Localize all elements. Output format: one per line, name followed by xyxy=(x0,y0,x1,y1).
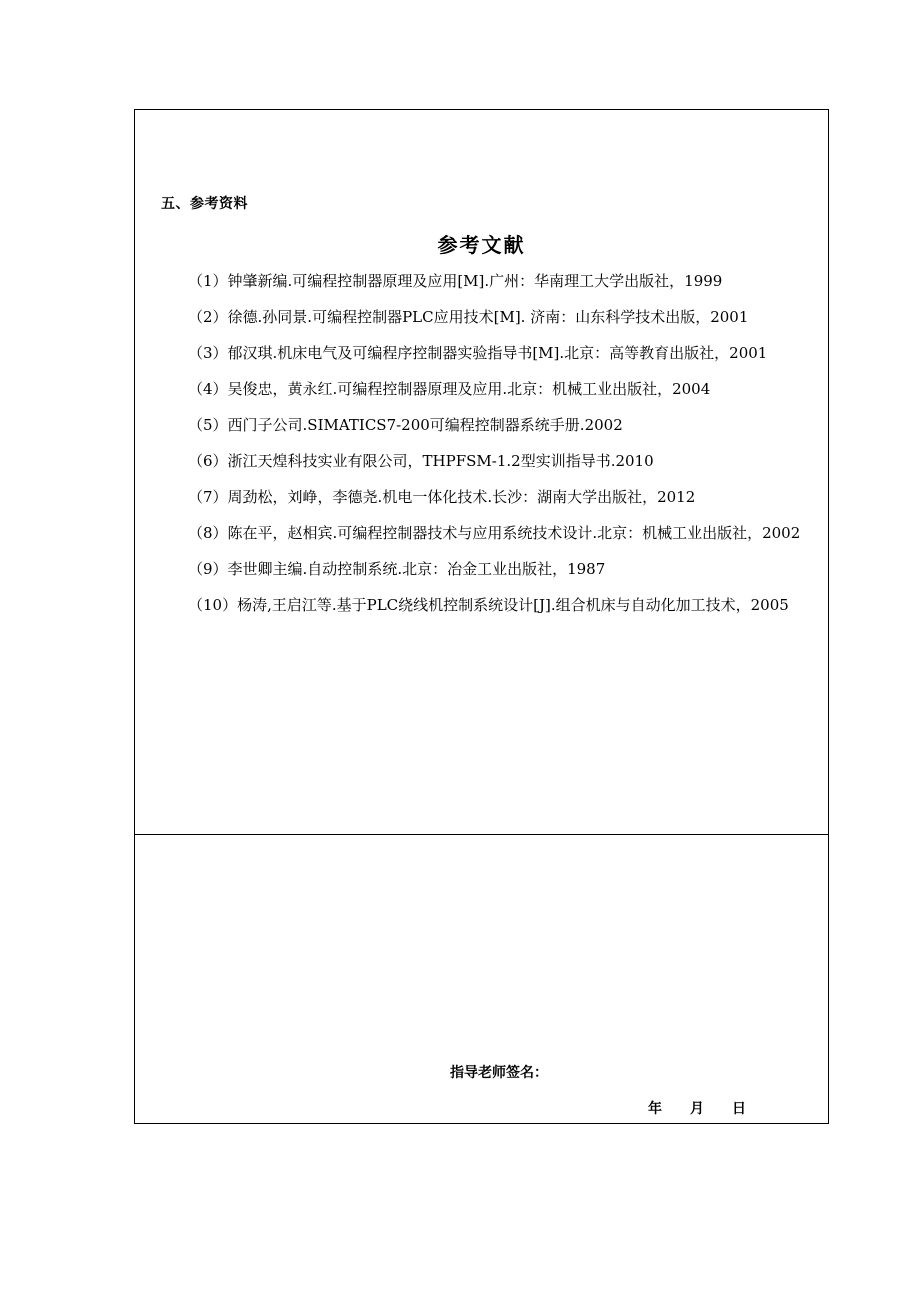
reference-list xyxy=(143,263,825,623)
reference-item: （7）周劲松，刘峥，李德尧.机电一体化技术.长沙：湖南大学出版社，2012 xyxy=(188,488,696,506)
reference-item: （9）李世卿主编.自动控制系统.北京：冶金工业出版社，1987 xyxy=(188,560,606,578)
reference-item: （4）吴俊忠，黄永红.可编程控制器原理及应用.北京：机械工业出版社，2004 xyxy=(188,380,711,398)
reference-item: （2）徐德.孙同景.可编程控制器PLC应用技术[M]. 济南：山东科学技术出版，2001 xyxy=(188,308,749,326)
day-label: 日 xyxy=(732,1101,746,1117)
reference-item: （8）陈在平，赵相宾.可编程控制器技术与应用系统技术设计.北京：机械工业出版社，2002 xyxy=(188,524,801,542)
signature-date xyxy=(648,1098,762,1118)
section-divider xyxy=(135,834,828,835)
section-heading: 五、参考资料 xyxy=(161,196,248,212)
references-title: 参考文献 xyxy=(437,233,526,257)
supervisor-signature-label: 指导老师签名： xyxy=(450,1065,548,1081)
reference-item: （1）钟肇新编.可编程控制器原理及应用[M].广州：华南理工大学出版社，1999 xyxy=(188,272,723,290)
month-label: 月 xyxy=(690,1101,704,1117)
reference-item: （3）郁汉琪.机床电气及可编程序控制器实验指导书[M].北京：高等教育出版社，2001 xyxy=(188,344,768,362)
year-label: 年 xyxy=(648,1101,662,1117)
reference-item: （10）杨涛,王启江等.基于PLC绕线机控制系统设计[J].组合机床与自动化加工技术，2005 xyxy=(188,596,789,614)
reference-item: （6）浙江天煌科技实业有限公司，THPFSM-1.2型实训指导书.2010 xyxy=(188,452,654,470)
form-frame xyxy=(134,109,829,1124)
reference-item: （5）西门子公司.SIMATICS7-200可编程控制器系统手册.2002 xyxy=(188,416,623,434)
